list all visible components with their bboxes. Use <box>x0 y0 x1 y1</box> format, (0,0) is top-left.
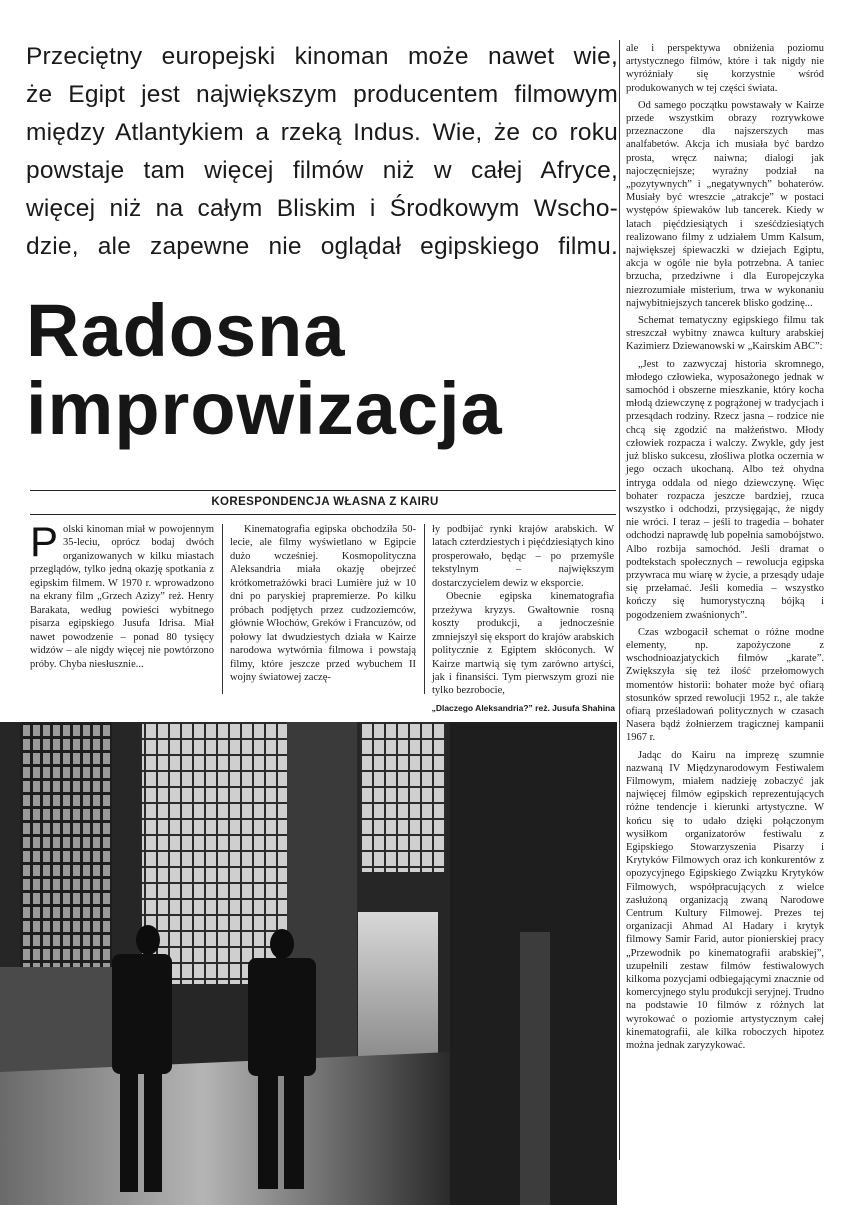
body-column-3 <box>432 523 614 698</box>
column-divider <box>619 40 620 1160</box>
lead-line: między Atlantykiem a rzeką Indus. Wie, że co roku <box>26 119 618 146</box>
body-column-1 <box>30 518 214 671</box>
byline: KORESPONDENCJA WŁASNA Z KAIRU <box>211 496 439 508</box>
right-paragraph: Od samego początku powstawały w Kairze przede wszystkim obrazy rozrywkowe przeznaczone dla najszerszych mas analfabetów. Akcja ich musiała być bardzo prosta, wręcz naiwna; dialogi jak najoczęcniejsze; wyraźny podział na „pozytywnych” i „negatywnych” bohaterów. Musiały być wreszcie „atrakcje” w postaci występów śpiewaków lub tancerek. Kiedy w latach pięćdziesiątych i sześćdziesiątych realizowano filmy z udziałem Umm Kalsum, największej śpiewaczki w dziejach Egiptu, akcja w ogóle nie była potrzebna. A taniec brzucha, przedziwne i dla Europejczyka niezrozumiałe misterium, trwa w wykonaniu najwybitniejszych tancerek blisko godzinę... <box>626 99 824 309</box>
lead-line: powstaje tam więcej filmów niż w całej Afryce, <box>26 157 618 184</box>
right-paragraph: „Jest to zazwyczaj historia skromnego, młodego człowieka, wyposażonego jednak w samochód i obszerne mieszkanie, który kocha młodą dziewczynę z pogrążonej w tradycjach i przesądach rodziny. Rzecz jasna – rodzice nie chcą się zgodzić na małżeństwo. Młody człowiek rozpacza i walczy. Zwykle, gdy jest już blisko sukcesu, złośliwa plotka oczernia w jego oczach ukochaną. Albo też ohydna intryga oddala od niego dziewczynę. Więc bohater rozpacza jeszcze bardziej, rzuca wszystko i odchodzi, przysięgając, że nigdy nie wróci. I teraz – jeśli to tragedia – bohater odchodzi naprawdę lub popełnia samobójstwo. Albo rozbija samochód. Jeśli dramat o podtekstach społecznych – rewolucja egipska przywraca mu wiarę w życie, a przesądy udaje się przełamać. Jeśli komedia – wszystko kończy się humorystyczną bójką i pogodzeniem zwaśnionych”. <box>626 358 824 621</box>
upper-window <box>360 722 446 872</box>
column-text: ły podbijać rynki krajów arabskich. W latach czterdziestych i pięćdziesiątych kino prosperowało, będąc – po przemyśle tekstylnym – największym dostarczycielem dewiz w eksporcie. <box>432 524 614 589</box>
right-paragraph: Schemat tematyczny egipskiego filmu tak streszczał wybitny znawca kultury arabskiej Kazimierz Dziewanowski w „Kairskim ABC”: <box>626 315 824 353</box>
byline-rule-bottom <box>30 514 616 515</box>
right-paragraph: ale i perspektywa obniżenia poziomu artystycznego filmów, które i tak nigdy nie wyróżniały się korzystnie wśród produkowanych w tej części świata. <box>626 43 824 94</box>
column-divider <box>424 524 425 694</box>
article-headline <box>26 289 626 450</box>
photo-caption: „Dlaczego Aleksandria?” reż. Jusufa Shahina <box>431 703 615 713</box>
drop-cap: P <box>30 518 59 565</box>
byline-rule-top <box>30 490 616 491</box>
column-text: Kinematografia egipska obchodziła 50-lecie, ale filmy wyświetlano w Egipcie dużo wcześniej. Kosmopolityczna Aleksandria miała okazję obejrzeć krótkometrażówki braci Lumière już w 10 dni po paryskiej prapremierze. Po kilku próbach podjętych przez cudzoziemców, głównie Włochów, Greków i Francuzów, od połowy lat dwudziestych działa w Kairze narodowa wytwórnia filmowa i powstają filmy, które jeszcze przed wybuchem II wojny światowej zaczę- <box>230 524 416 683</box>
left-window <box>20 722 112 967</box>
column-text: Obecnie egipska kinematografia przeżywa kryzys. Gwałtownie rosną koszty produkcji, a jednocześnie zmniejszył się eksport do krajów arabskich politycznie z Egiptem skłóconych. W Kairze martwią się tym zarówno artyści, jak i finansiści. Tym pierwszym grozi nie tylko bezrobocie, <box>432 591 614 697</box>
lead-paragraph <box>26 38 618 266</box>
lead-line: że Egipt jest największym producentem filmowym <box>26 81 618 108</box>
lead-line: dzie, ale zapewne nie oglądał egipskiego filmu. <box>26 233 618 260</box>
right-paragraph: Czas wzbogacił schemat o różne modne elementy, np. zapożyczone z wschodnioazjatyckich filmów „karate”. Zwiększyła się też ilość przełomowych momentów historii: bohater może być ofiarą stosunków sprzed rewolucji 1952 r., ale także ofiarą prześladowań politycznych w czasach Nasera bądź żołnierzem tragicznej kampanii 1967 r. <box>626 626 824 744</box>
headline-line-1: Radosna <box>26 289 346 372</box>
right-paragraph: Jadąc do Kairu na imprezę szumnie nazwaną IV Międzynarodowym Festiwalem Filmowym, miałem nadzieję zobaczyć jak najwięcej filmów egipskich reprezentujących różne tendencje i kierunki artystyczne. W końcu się to udało dzięki połączonym wysiłkom organizatorów festiwalu z Egipskiego Stowarzyszenia Pisarzy i Krytyków Filmowych oraz ich konkurentów z opozycyjnego Egipskiego Związku Krytyków Filmowych, współpracujących z wielce zasłużoną organizacją zwaną Narodowe Centrum Kultury Filmowej. Prezes tej organizacji Ahmad Al Hadary i krytyk filmowy Samir Farid, autor pionierskiej pracy „Przewodnik po kinematografii arabskiej”, uzupełnili zestaw filmów festiwalowych kilkoma pozycjami odbiegającymi znacznie od komercyjnego stylu produkcji seryjnej. Trudno na podstawie 10 filmów z różnych lat wyrokować o poziomie artystycznym całej kinematografii, ale kilka roboczych hipotez można jednak zaryzykować. <box>626 749 824 1052</box>
lead-line: Przeciętny europejski kinoman może nawet wie, <box>26 43 618 70</box>
central-window <box>142 722 287 984</box>
film-still-photo <box>0 722 617 1205</box>
body-column-2 <box>230 523 416 684</box>
right-column <box>626 42 824 1056</box>
lead-line: więcej niż na całym Bliskim i Środkowym Wscho- <box>26 195 618 222</box>
doorway <box>358 912 438 1062</box>
column-text: olski kinoman miał w powojennym 35-leciu, oprócz bodaj dwóch organizowanych w kilku miastach przeglądów, tylko jedną okazję spotkania z egipskim filmem. W 1970 r. wprowadzono na ekrany film „Grzech Azizy” reż. Henry Barakata, według powieści wybitnego pisarza egipskiego Jusufa Idrisa. Miał nawet powodzenie – ponad 80 tysięcy widzów – ale nigdy więcej nie powtórzono próby. Chyba niesłusznie... <box>30 524 214 670</box>
column-divider <box>222 524 223 694</box>
headline-line-2: improwizacja <box>26 367 503 450</box>
